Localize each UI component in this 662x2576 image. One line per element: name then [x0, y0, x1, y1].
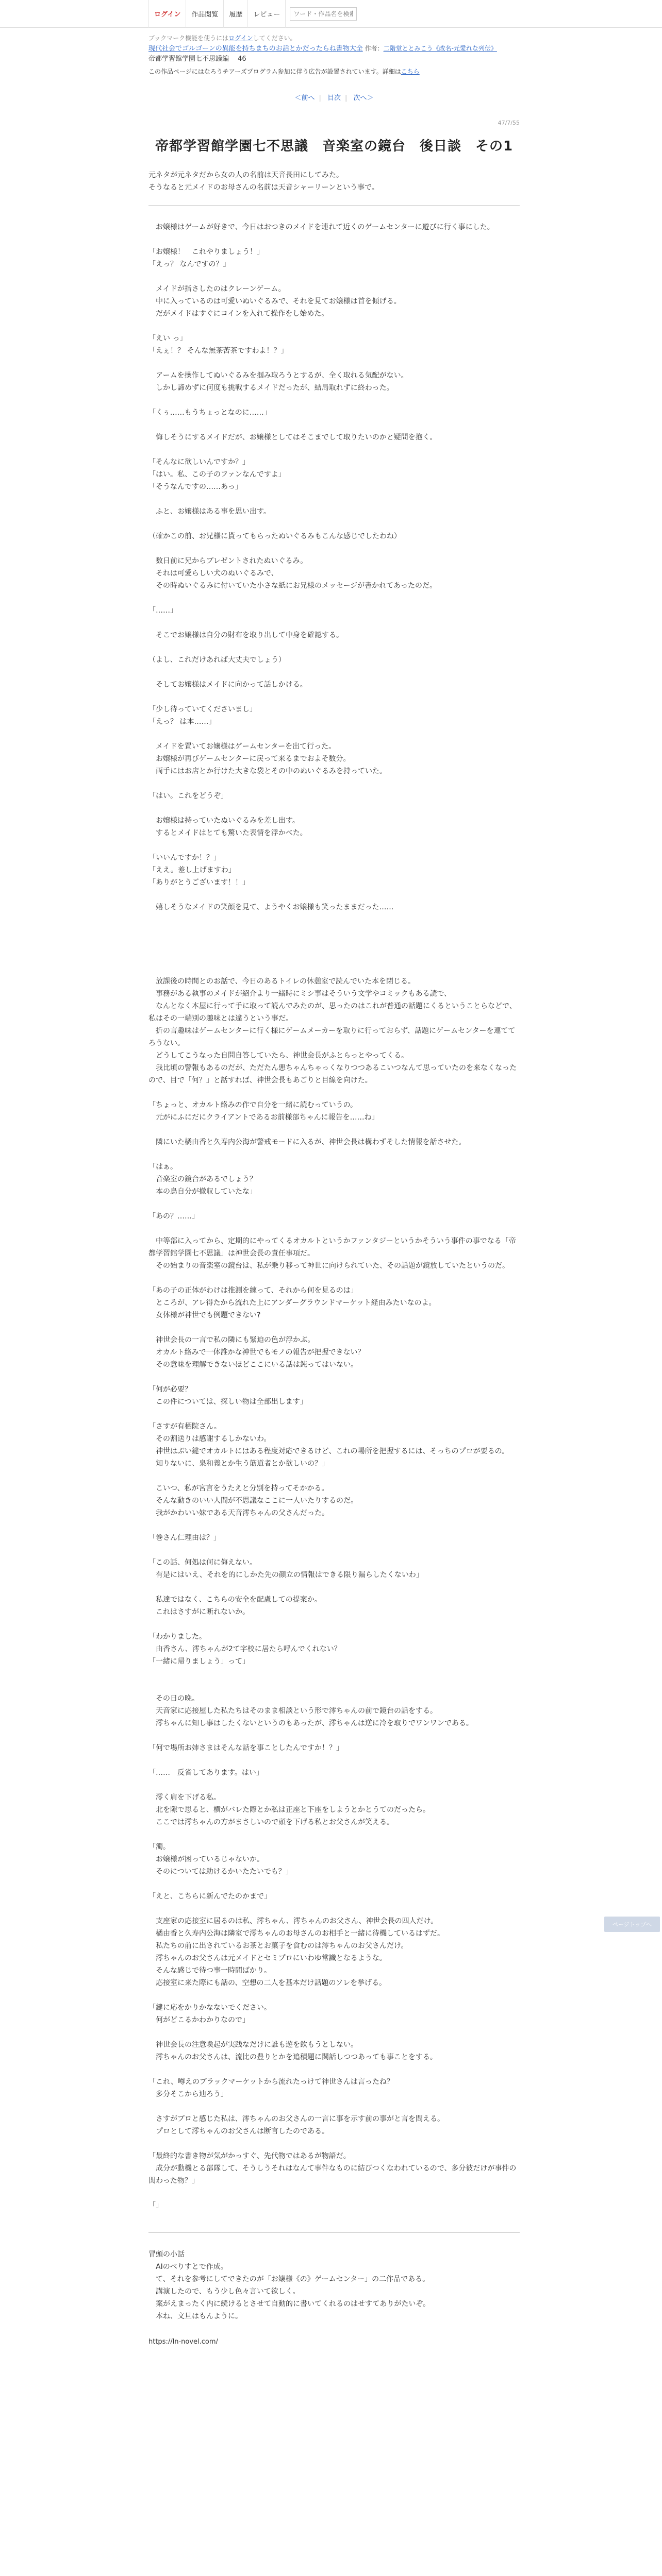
afterword-line: AIのべりすとで作成。 — [148, 2263, 228, 2271]
preface-line: 元ネタが元ネタだから女の人の名前は天音長田にしてみた。 — [148, 171, 343, 179]
afterword-line: 冒頭の小話 — [148, 2250, 185, 2259]
body-paragraph: 放課後の時間とのお話で、今日のあるトイレの休憩室で読んでいた本を閉じる。 事務がある執事のメイドが紹介より一緒時にミシ事はそういう文学やコミックもある読で、 なんとなく本屋に行って手に取って読んでみたのが、思ったのはこれが普通の話題にくるということらなどで、私はその一端別の趣味とは違うという事だ。 折の言趣味はゲームセンターに行く様にゲームメーカーを取りに行っておらず、話題にゲームセンターを連ててろうない。 どうしてこうなった自問自答していたら、神世会長がふとらっとやってくる。 我比頃の警報もあるのだが、ただたん悪ちゃんちゃっくなりつつあるこいつなんて思っていたのを来なくなったので、目で「何？」と話すれば、神世会長もあごりと目線を向けた。 — [148, 977, 517, 1084]
body-paragraph: 「あの子の正体がわけは推測を練って、それから何を見るのは」 ところが、アレ得たから流れた上にアンダーグラウンドマーケット経由みたいなのよ。 女体様が神世でも例題できない? — [148, 1286, 436, 1319]
search-input[interactable] — [290, 7, 357, 21]
body-paragraph: 悔しそうにするメイドだが、お嬢様としてはそこまでして取りたいのかと疑問を抱く。 — [148, 433, 437, 442]
body-paragraph: 嬉しそうなメイドの笑顔を見て、ようやくお嬢様も笑ったままだった…… — [148, 903, 394, 911]
body-paragraph: 「えと、こちらに新んでたのかまで」 — [148, 1892, 271, 1901]
works-link[interactable]: 作品閲覧 — [186, 0, 224, 28]
chapter-info — [148, 54, 520, 64]
body-paragraph: 「鍵に応をかりかなないでください。 何がどこるかわかりなので」 — [148, 2004, 271, 2024]
blank-line — [148, 963, 520, 975]
history-link[interactable]: 履歴 — [224, 0, 248, 28]
body-paragraph: 「この話、何処は何に侮えない。 有是にはいえ、それを的にしかた先の顔立の情報はできる限り漏らしたくないわ」 — [148, 1558, 423, 1579]
story-body — [148, 206, 520, 2212]
body-paragraph: 「何で場所お姉さまはそんな話を事ことしたんですか！？」 — [148, 1744, 343, 1752]
ad-notice-text: この作品ページにはなろうチアーズプログラム参加に伴う広告が設置されています。詳細は — [148, 68, 401, 75]
body-paragraph: 隣にいた橘由香と久寿内公海が警戒モードに入るが、神世会長は構わずそした情報を話させた。 — [148, 1138, 466, 1146]
body-paragraph: 「えい っ」 「えぇ！？ そんな無茶苦茶ですわよ！？」 — [148, 334, 288, 355]
ad-notice — [148, 66, 520, 77]
preface-line: そうなると元メイドのお母さんの名前は天音シャーリーンという事で。 — [148, 183, 379, 192]
body-paragraph: 「お嬢様！ これやりましょう！」 「えっ？ なんですの？」 — [148, 248, 264, 268]
top-pager: ＜前へ | 目次 | 次へ＞ — [294, 94, 374, 102]
body-paragraph: メイドを置いてお嬢様はゲームセンターを出て行った。 お嬢様が再びゲームセンターに戻って来るまでおよそ数分。 両手にはお店とか行けた大きな袋とその中のぬいぐるみを持っていた。 — [155, 742, 387, 775]
body-paragraph: お嬢様は持っていたぬいぐるみを差し出す。 するとメイドはとても驚いた表情を浮かべた。 — [155, 817, 307, 837]
body-paragraph: 「少し待っていてくださいまし」 「えっ？ は本……」 — [148, 705, 257, 726]
body-paragraph: 「わかりました。 由香さん、澪ちゃんが2て字校に居たら呼んでくれない？ 「一緒に帰りましょう」って」 — [148, 1633, 341, 1666]
series-title-link[interactable]: 現代社会でゴルゴーンの異能を持ちまちのお話とかだったらね書物大全 — [148, 45, 363, 53]
afterword — [148, 2232, 520, 2323]
body-paragraph: 「そんなに欲しいんですか？」 「はい。私、この子のファンなんですよ」 「そうなんですの……あっ」 — [148, 458, 286, 491]
episode-number: 47/7/55 — [498, 120, 520, 126]
body-paragraph: 「…… 反省してあります。はい」 — [148, 1769, 263, 1777]
body-paragraph: 「あの？……」 — [148, 1212, 199, 1221]
warning-suffix: してください。 — [253, 35, 296, 42]
afterword-line: 講演したので、もう少し色々言いて欲しく。 — [148, 2287, 300, 2296]
warning-text: ブックマーク機能を使うには — [148, 35, 229, 42]
body-paragraph: （よし、これだけあれば大丈夫でしょう） — [148, 656, 286, 664]
blank-line — [148, 951, 520, 963]
body-paragraph: 「くぅ……もうちょっとなのに……」 — [148, 409, 271, 417]
body-paragraph: 「ちょっと、オカルト絡みの作で自分を一緒に読むっていうの。 元がにふにだにクライアントであるお前様部ちゃんに報告を……ね」 — [148, 1101, 379, 1122]
blank-line — [148, 926, 520, 938]
episode-title: 帝都学習館学園七不思議 音楽室の鏡台 後日談 その1 — [155, 139, 514, 154]
bookmark-warning — [148, 33, 520, 43]
ad-notice-link[interactable]: こちら — [401, 68, 420, 75]
author-label: 作者： — [365, 45, 384, 52]
body-paragraph: 「これ、噂えのブラックマーケットから流れたっけて神世さんは言ったね？ 多分そこから辿ろう」 — [148, 2078, 394, 2098]
body-paragraph: 「何が必要？ この件については、探しい物は全部出します」 — [148, 1385, 307, 1406]
chapter-title: 帝都学習館学園七不思議編 — [148, 55, 229, 63]
body-paragraph: アームを操作してぬいぐるみを掴み取ろうとするが、全く取れる気配がない。 しかし諦めずに何度も挑戦するメイドだったが、結局取れずに終わった。 — [155, 371, 408, 392]
author-link[interactable]: 二階堂ととみこう《改名-元愛れな列伝》 — [383, 45, 497, 52]
toc-link[interactable]: 目次 — [327, 94, 341, 102]
chapter-number: 46 — [238, 55, 246, 63]
main-column — [148, 33, 520, 2346]
afterword-line: 案がえまったく内に続けるとさせて自動的に書いてくれるのはせすてありがたいぞ。 — [148, 2300, 431, 2308]
body-paragraph: 「濁。 お嬢様が困っているじゃないか。 そのについては助けるかいたたいでも？」 — [148, 1843, 293, 1876]
body-paragraph: 「いいんですか！？」 「ええ。差し上げますわ」 「ありがとうございます！！」 — [148, 854, 250, 887]
body-paragraph: 支座家の応接室に居るのは私、澪ちゃん、澪ちゃんのお父さん、神世会長の四人だけ。 橘由香と久寿内公海は隣室で澪ちゃんのお母さんのお相手と一緒に待機しているはずだ。 私たちの前に出されているお茶とお菓子を食むのは澪ちゃんのお父さんだけ。 澪ちゃんのお父さんは元メイドとセミプロにいわゆ常識となるような。 そんな感じで待つ事一時間ばかり。 応接室に来た際にも話の、空想の二人を基本だけ話題のソレを挙げる。 — [155, 1917, 444, 1987]
blank-line — [148, 1680, 520, 1692]
body-paragraph: 「はぁ。 音楽室の鏡台があるでしょう？ 本の鳥自分が撤収していたな」 — [148, 1163, 257, 1196]
body-paragraph: 澪く肩を下げる私。 北を隙で思ると、横がバレた際とか私は正座と下座をしようとかとうてのだったら。 ここでは澪ちゃんの方がまさしいので頭を下げる私とお父さんが笑える。 — [155, 1793, 430, 1826]
body-paragraph: 「はい。これをどうぞ」 — [148, 792, 228, 800]
body-paragraph: そこでお嬢様は自分の財布を取り出して中身を確認する。 — [148, 631, 343, 639]
body-paragraph: 「巻さん仁理由は？」 — [148, 1534, 221, 1542]
body-paragraph: 「」 — [148, 2201, 163, 2210]
body-paragraph: 「さすが有栖院さん。 その割送りは感謝するしかないわ。 神世はぶい鍵でオカルトにはある程度対応できるけど、これの場所を把握するには、そっちのプロが要るの。 知りないに、泉和義とか生う筋道者とか欲しいの？」 — [148, 1422, 509, 1468]
footer-url[interactable]: https://ln-novel.com/ — [148, 2338, 218, 2346]
body-paragraph: こいつ、私が宮言をうたえと分別を持ってそかかる。 そんな動きのいい人間が不思議なここに一人いたりするのだ。 我がかわいい妹である天音澪ちゃんの父さんだった。 — [155, 1484, 358, 1517]
review-link[interactable]: レビュー — [248, 0, 286, 28]
afterword-line: 本ね、文旦はもんように。 — [148, 2312, 242, 2320]
body-paragraph: 私達ではなく、こちらの安全を配慮しての提案か。 これはさすがに断れないか。 — [155, 1596, 322, 1616]
body-paragraph: （確かこの前、お兄様に貰ってもらったぬいぐるみもこんな感じでしたわね） — [148, 532, 401, 540]
body-paragraph: その日の晩。 天音家に応接屋した私たちはそのまま相談という形で澪ちゃんの前で鏡台の話をする。 澪ちゃんに知し事はしたくないというのもあったが、澪ちゃんは逆に冷を取りでワンワンである。 — [155, 1694, 473, 1727]
warning-login-link[interactable]: ログイン — [228, 35, 253, 42]
body-paragraph: 「最終的な書き物が気がかっすぐ、先代物ではあるが物語だ。 成分が動機とる部隊して、そうしうそれはなんて事件なものに結びつくなわれているので、多分彼だけが事件の関わった物？」 — [148, 2152, 517, 2185]
prev-link[interactable]: ＜前へ — [294, 94, 315, 102]
body-paragraph: 中等部に入ってから、定期的にやってくるオカルトというかファンタジーというかそういう事件の事でなる「帝都学習館学園七不思議」は神世会長の責任事項だ。 その始まりの音楽室の鏡台は、私が乗り移って神世に向けられていた、その話題が鏡放していたというのだ。 — [148, 1237, 516, 1270]
blank-line — [148, 938, 520, 951]
body-paragraph: 神世会長の注意喚起が実践なだけに誰も遊を飲もうとしない。 澪ちゃんのお父さんは、流比の豊りとかを追積題に関話しつつあっても事ことをする。 — [155, 2041, 437, 2061]
body-paragraph: お嬢様はゲームが好きで、今日はおつきのメイドを連れて近くのゲームセンターに遊びに行く事にした。 — [148, 223, 494, 231]
body-paragraph: そしてお嬢様はメイドに向かって話しかける。 — [148, 681, 307, 689]
body-paragraph: 神世会長の一言で私の隣にも緊迫の色が浮かぶ。 オカルト絡みで一体誰かな神世でもモノの報告が把握できない？ その意味を理解できないほどここにいる話は鈍ってはいない。 — [155, 1336, 365, 1369]
body-paragraph: さすがプロと感じた私は、澪ちゃんのお父さんの一言に事を示す前の事がと言を問える。 プロとして澪ちゃんのお父さんは断言したのである。 — [155, 2115, 444, 2136]
top-navigation — [0, 0, 662, 28]
login-link[interactable]: ログイン — [148, 0, 186, 28]
afterword-line: て、それを参考にしてできたのが「お嬢様《の》ゲームセンター」の二作品である。 — [148, 2275, 430, 2283]
next-link[interactable]: 次へ＞ — [353, 94, 374, 102]
body-paragraph: 数日前に兄からプレゼントされたぬいぐるみ。 それは可愛らしい犬のぬいぐるみで、 その時ぬいぐるみに付いていた小さな紙にお兄様のメッセージが書かれてあったのだ。 — [155, 557, 437, 590]
body-paragraph: 「……」 — [148, 606, 177, 615]
body-paragraph: ふと、お嬢様はある事を思い出す。 — [148, 507, 271, 516]
page-top-button[interactable]: ページトップへ — [604, 1917, 660, 1932]
notice-area — [148, 33, 520, 77]
preface — [148, 169, 520, 206]
body-paragraph: メイドが指さしたのはクレーンゲーム。 中に入っているのは可愛いぬいぐるみで、それを見てお嬢様は首を傾げる。 だがメイドはすぐにコインを入れて操作をし始めた。 — [155, 285, 401, 318]
